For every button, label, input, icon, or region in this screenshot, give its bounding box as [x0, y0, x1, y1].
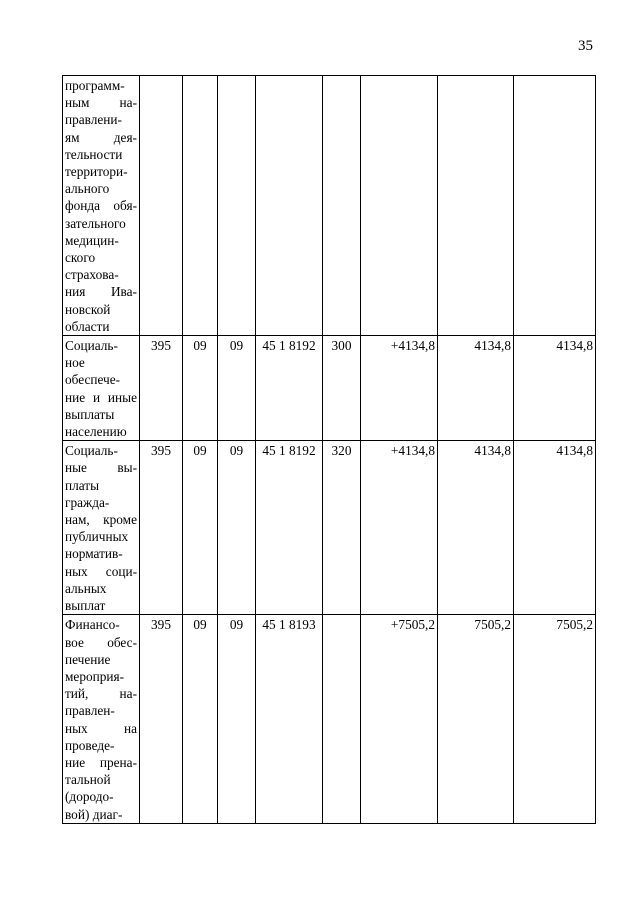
- item-name-line: тальной: [65, 772, 111, 788]
- expense-type-cell: [323, 615, 361, 823]
- expense-type-cell: 300: [323, 336, 361, 441]
- item-name-line: программ-: [65, 78, 125, 93]
- item-name-line: правлени-: [65, 112, 122, 128]
- target-article-cell: [256, 76, 323, 336]
- change-amount-cell: +4134,8: [361, 336, 438, 441]
- item-name-line: норматив-: [65, 546, 123, 562]
- amount-year-2-cell: 7505,2: [514, 615, 596, 823]
- item-name-line: (дородо-: [65, 789, 114, 805]
- item-name-line: выплаты: [65, 406, 115, 422]
- subsection-code-cell: 09: [218, 336, 256, 441]
- item-name-line: выплат: [65, 598, 106, 614]
- item-name-line: вое обес-: [65, 634, 137, 650]
- table-row: [63, 336, 596, 441]
- section-code-cell: 09: [183, 615, 218, 823]
- item-name-line: ального: [65, 181, 110, 197]
- item-name-line: ния Ива-: [65, 284, 137, 300]
- amount-year-1-cell: 7505,2: [438, 615, 514, 823]
- change-amount-cell: [361, 76, 438, 336]
- item-name-cell: [63, 76, 140, 336]
- item-name-line: правлен-: [65, 703, 115, 719]
- item-name-line: платы: [65, 477, 100, 493]
- amount-year-2-cell: 4134,8: [514, 336, 596, 441]
- section-code-cell: [183, 76, 218, 336]
- item-name-line: мероприя-: [65, 668, 125, 684]
- subsection-code-cell: 09: [218, 441, 256, 615]
- item-name-line: страхова-: [65, 267, 119, 283]
- item-name-line: ние прена-: [65, 754, 137, 770]
- item-name-line: Финансо-: [65, 617, 120, 633]
- item-name-cell: [63, 441, 140, 615]
- item-name-line: ям дея-: [65, 129, 137, 145]
- expense-type-cell: 320: [323, 441, 361, 615]
- budget-table: [62, 75, 596, 824]
- amount-year-1-cell: 4134,8: [438, 441, 514, 615]
- item-name-line: ное: [65, 355, 85, 371]
- item-name-line: ным на-: [65, 95, 137, 111]
- item-name-line: зательного: [65, 215, 126, 231]
- item-name-line: Социаль-: [65, 443, 118, 459]
- item-name-cell: [63, 615, 140, 823]
- item-name-line: публичных: [65, 529, 129, 545]
- subsection-code-cell: 09: [218, 615, 256, 823]
- ministry-code-cell: 395: [140, 336, 183, 441]
- item-name-line: медицин-: [65, 232, 119, 248]
- target-article-cell: 45 1 8193: [256, 615, 323, 823]
- item-name-line: ных на: [65, 720, 137, 736]
- amount-year-2-cell: [514, 76, 596, 336]
- item-name-line: тий, на-: [65, 686, 137, 702]
- item-name-line: альных: [65, 580, 107, 596]
- item-name-line: ные вы-: [65, 460, 137, 476]
- item-name-line: обеспече-: [65, 372, 121, 388]
- item-name-line: ние и иные: [65, 389, 137, 405]
- item-name-line: тельности: [65, 146, 123, 162]
- change-amount-cell: +4134,8: [361, 441, 438, 615]
- item-name-line: области: [65, 318, 110, 334]
- table-row: [63, 76, 596, 336]
- amount-year-1-cell: 4134,8: [438, 336, 514, 441]
- target-article-cell: 45 1 8192: [256, 441, 323, 615]
- page-number: 35: [578, 38, 593, 54]
- table-row: [63, 615, 596, 823]
- expense-type-cell: [323, 76, 361, 336]
- item-name-cell: [63, 336, 140, 441]
- section-code-cell: 09: [183, 441, 218, 615]
- item-name-line: ского: [65, 250, 96, 266]
- table-row: [63, 441, 596, 615]
- ministry-code-cell: [140, 76, 183, 336]
- item-name-line: проведе-: [65, 737, 115, 753]
- change-amount-cell: +7505,2: [361, 615, 438, 823]
- ministry-code-cell: 395: [140, 615, 183, 823]
- item-name-line: гражда-: [65, 494, 110, 510]
- ministry-code-cell: 395: [140, 441, 183, 615]
- item-name-line: новской: [65, 301, 111, 317]
- subsection-code-cell: [218, 76, 256, 336]
- section-code-cell: 09: [183, 336, 218, 441]
- item-name-line: ных соци-: [65, 563, 137, 579]
- target-article-cell: 45 1 8192: [256, 336, 323, 441]
- item-name-line: населению: [65, 424, 127, 440]
- amount-year-1-cell: [438, 76, 514, 336]
- item-name-line: нам, кроме: [65, 512, 137, 528]
- amount-year-2-cell: 4134,8: [514, 441, 596, 615]
- item-name-line: территори-: [65, 164, 128, 180]
- item-name-line: печение: [65, 651, 111, 667]
- item-name-line: фонда обя-: [65, 198, 137, 214]
- item-name-line: Социаль-: [65, 338, 118, 354]
- item-name-line: вой) диаг-: [65, 806, 123, 822]
